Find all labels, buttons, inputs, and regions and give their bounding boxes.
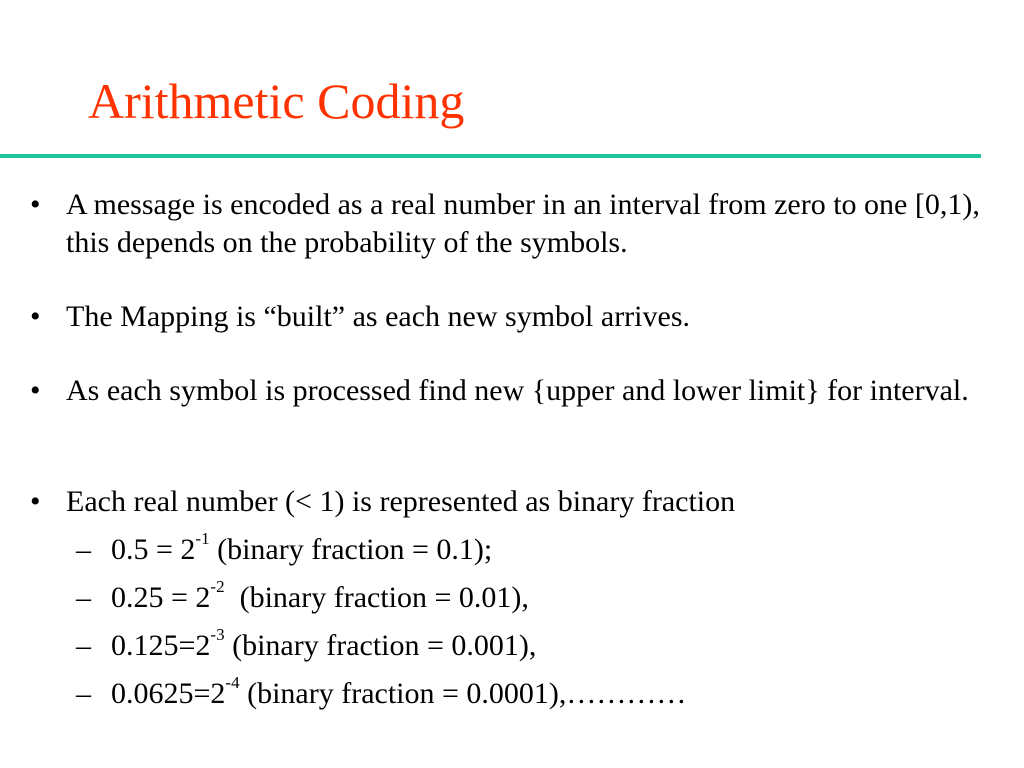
expression-exponent: -2 <box>210 577 225 596</box>
sub-bullet-text <box>111 627 991 665</box>
bullet-text: As each symbol is processed find new {upper and lower limit} for interval. <box>66 374 969 407</box>
bullet-marker: • <box>30 188 41 221</box>
expression-base: 0.5 = 2 <box>111 533 196 566</box>
bullet-marker: • <box>30 300 41 333</box>
expression-note: (binary fraction = 0.1); <box>209 533 493 566</box>
sub-bullet-marker: – <box>76 677 91 710</box>
bullet-marker: • <box>30 485 41 518</box>
expression-exponent: -4 <box>225 673 240 692</box>
sub-bullet-marker: – <box>76 629 91 662</box>
expression-base: 0.25 = 2 <box>111 581 211 614</box>
expression-note: (binary fraction = 0.001), <box>224 629 537 662</box>
title-divider <box>0 154 981 158</box>
slide-title: Arithmetic Coding <box>88 73 465 129</box>
bullet-marker: • <box>30 374 41 407</box>
expression-note: (binary fraction = 0.01), <box>224 581 529 614</box>
sub-bullet-text <box>111 579 991 617</box>
sub-bullet-text <box>111 531 991 569</box>
expression-base: 0.0625=2 <box>111 677 226 710</box>
bullet-text: A message is encoded as a real number in an interval from zero to one [0,1), this depends on the probability of the symbols. <box>66 188 980 259</box>
expression-exponent: -1 <box>195 529 210 548</box>
sub-bullet-text <box>111 675 991 713</box>
sub-bullet-marker: – <box>76 533 91 566</box>
sub-bullet-marker: – <box>76 581 91 614</box>
bullet-text: The Mapping is “built” as each new symbol arrives. <box>66 300 690 333</box>
bullet-text: Each real number (< 1) is represented as binary fraction <box>66 485 736 518</box>
expression-note: (binary fraction = 0.0001),………… <box>239 677 687 710</box>
expression-base: 0.125=2 <box>111 629 211 662</box>
expression-exponent: -3 <box>210 625 225 644</box>
